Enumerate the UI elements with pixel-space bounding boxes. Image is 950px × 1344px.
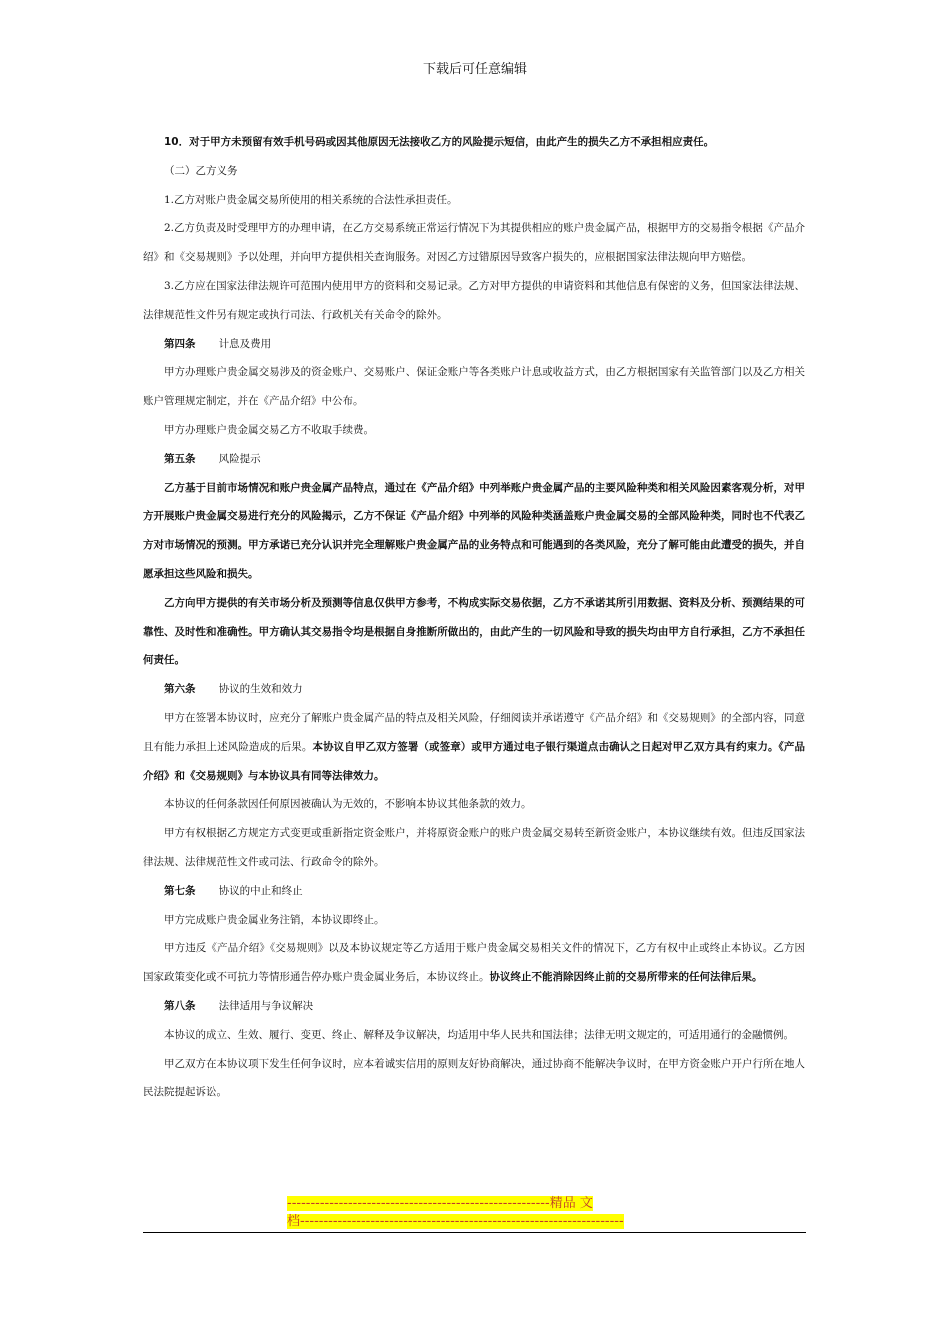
article-4-number: 第四条 (164, 337, 196, 350)
article-6-para-1-bold: 本协议自甲乙双方签署（或签章）或甲方通过电子银行渠道点击确认之日起对甲乙双方具有约束力。《产品介绍》和《交易规则》与本协议具有同等法律效力。 (143, 740, 805, 782)
article-5-number: 第五条 (164, 452, 196, 465)
footer-line-2: 档--------------------------------------------------------------------- (287, 1214, 624, 1229)
article-7-para-2-bold: 协议终止不能消除因终止前的交易所带来的任何法律后果。 (489, 971, 763, 984)
article-6-title: 协议的生效和效力 (218, 683, 303, 696)
article-5-title: 风险提示 (218, 452, 261, 465)
obligation-2: 2.乙方负责及时受理甲方的办理申请，在乙方交易系统正常运行情况下为其提供相应的账户贵金属产品，根据甲方的交易指令根据《产品介绍》和《交易规则》予以处理，并向甲方提供相关查询服务。对因乙方过错原因导致客户损失的，应根据国家法律法规向甲方赔偿。 (143, 222, 805, 264)
article-4-title: 计息及费用 (218, 337, 272, 350)
section-party-b-obligations: （二）乙方义务 (164, 164, 238, 177)
article-8-heading (143, 992, 805, 1021)
clause-10: 10．对于甲方未预留有效手机号码或因其他原因无法接收乙方的风险提示短信，由此产生的损失乙方不承担相应责任。 (164, 136, 715, 148)
page-header: 下载后可任意编辑 (422, 62, 527, 77)
article-6-heading (143, 675, 805, 704)
obligation-1: 1.乙方对账户贵金属交易所使用的相关系统的合法性承担责任。 (164, 193, 458, 206)
footer-divider (143, 1232, 806, 1233)
article-5-heading (143, 445, 805, 474)
article-8-para-1: 本协议的成立、生效、履行、变更、终止、解释及争议解决，均适用中华人民共和国法律；法律无明文规定的，可适用通行的金融惯例。 (164, 1028, 794, 1041)
article-7-para-1: 甲方完成账户贵金属业务注销，本协议即终止。 (164, 913, 385, 926)
article-8-title: 法律适用与争议解决 (218, 999, 314, 1012)
article-6-para-2: 本协议的任何条款因任何原因被确认为无效的，不影响本协议其他条款的效力。 (164, 798, 532, 811)
document-body (143, 128, 805, 1107)
article-8-number: 第八条 (164, 999, 196, 1012)
footer-watermark (287, 1195, 667, 1231)
obligation-3: 3.乙方应在国家法律法规许可范围内使用甲方的资料和交易记录。乙方对甲方提供的申请资料和其他信息有保密的义务，但国家法律法规、法律规范性文件另有规定或执行司法、行政机关有关命令的除外。 (143, 279, 805, 321)
article-5-para-1: 乙方基于目前市场情况和账户贵金属产品特点，通过在《产品介绍》中列举账户贵金属产品的主要风险种类和相关风险因素客观分析，对甲方开展账户贵金属交易进行充分的风险揭示，乙方不保证《产品介绍》中列举的风险种类涵盖账户贵金属交易的全部风险种类，同时也不代表乙方对市场情况的预测。甲方承诺已充分认识并完全理解账户贵金属产品的业务特点和可能遇到的各类风险，充分了解可能由此遭受的损失，并自愿承担这些风险和损失。 (143, 481, 805, 580)
article-4-para-2: 甲方办理账户贵金属交易乙方不收取手续费。 (164, 423, 374, 436)
article-4-para-1: 甲方办理账户贵金属交易涉及的资金账户、交易账户、保证金账户等各类账户计息或收益方式，由乙方根据国家有关监管部门以及乙方相关账户管理规定制定，并在《产品介绍》中公布。 (143, 366, 805, 408)
article-7-para-2 (143, 934, 805, 992)
article-5-para-2: 乙方向甲方提供的有关市场分析及预测等信息仅供甲方参考，不构成实际交易依据，乙方不承诺其所引用数据、资料及分析、预测结果的可靠性、及时性和准确性。甲方确认其交易指令均是根据自身推断所做出的，由此产生的一切风险和导致的损失均由甲方自行承担，乙方不承担任何责任。 (143, 596, 805, 667)
article-7-heading (143, 877, 805, 906)
article-4-heading (143, 330, 805, 359)
article-6-para-1-text: 甲方在签署本协议时，应充分了解账户贵金属产品的特点及相关风险，仔细阅读并承诺遵守《产品介绍》和《交易规则》的全部内容，同意且有能力承担上述风险造成的后果。 (143, 711, 805, 753)
article-7-title: 协议的中止和终止 (218, 884, 303, 897)
article-6-para-3: 甲方有权根据乙方规定方式变更或重新指定资金账户，并将原资金账户的账户贵金属交易转至新资金账户，本协议继续有效。但违反国家法律法规、法律规范性文件或司法、行政命令的除外。 (143, 827, 805, 868)
footer-line-1: --------------------------------------------------------精品 文 (287, 1196, 593, 1211)
article-7-para-2-text: 甲方违反《产品介绍》《交易规则》以及本协议规定等乙方适用于账户贵金属交易相关文件的情况下，乙方有权中止或终止本协议。乙方因国家政策变化或不可抗力等情形通告停办账户贵金属业务后，本协议终止。 (143, 942, 805, 984)
article-7-number: 第七条 (164, 884, 196, 897)
article-6-number: 第六条 (164, 683, 196, 696)
article-6-para-1 (143, 704, 805, 790)
article-8-para-2: 甲乙双方在本协议项下发生任何争议时，应本着诚实信用的原则友好协商解决，通过协商不能解决争议时，在甲方资金账户开户行所在地人民法院提起诉讼。 (143, 1057, 805, 1099)
